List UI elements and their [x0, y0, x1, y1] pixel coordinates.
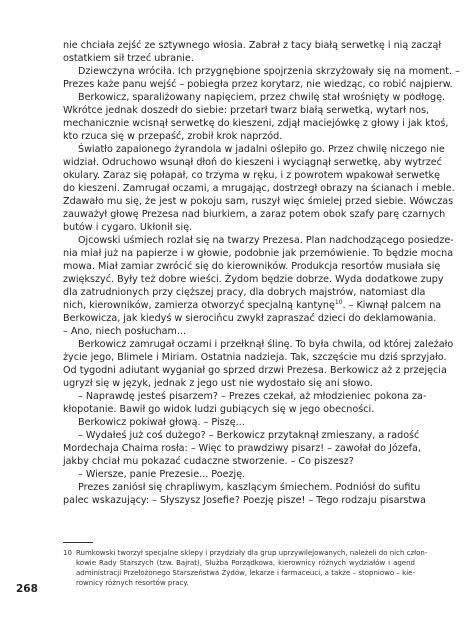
text-line: Berkowicz zamrugał oczami i przełknął ślinę. To była chwila, od której zależało: [78, 339, 454, 350]
text-line: – Wydałeś już coś dużego? – Berkowicz przytaknął zmieszany, a radość: [78, 430, 420, 441]
footnote-line: kowie Rady Starszych (tzw. Bajrat), Służba Porządkowa, kierownicy różnych wydziałów i agend: [76, 559, 415, 567]
text-line-with-note: [63, 300, 441, 312]
text-line: nie chciała zejść ze sztywnego włosia. Zabrał z tacy białą serwetkę i nią zaczął: [63, 40, 442, 51]
text-line: Berkowicz, sparaliżowany napięciem, przez chwilę stał wrośnięty w podłogę.: [78, 92, 446, 103]
footnote-ref[interactable]: 10: [334, 298, 343, 306]
text-line: – Ano, niech posłucham...: [63, 326, 187, 337]
text-line: nia miał już na papierze i w głowie, podobnie jak przemówienie. To będzie mocna: [63, 248, 454, 259]
footnote-line: administracji Przełożonego Starszeństwa Żydów, lekarze i farmaceuci, a także – stopniowo – kie-: [76, 569, 415, 577]
text-line: dla zatrudnionych przy cięższej pracy, dla dobrych majstrów, natomiast dla: [63, 287, 426, 298]
footnote-divider: [63, 542, 93, 543]
page-number: 268: [16, 583, 38, 595]
text-line: butów i cygaro. Ukłonił się.: [63, 222, 193, 233]
text-line: ostatkiem sił trzeć ubranie.: [63, 53, 194, 64]
text-line: Od tygodni adiutant wyganiał go sprzed drzwi Prezesa. Berkowicz aż z przejęcia: [63, 365, 447, 376]
text-line: życie jego, Blimele i Miriam. Ostatnia nadzieja. Tak, szczęście mu dziś sprzyjało.: [63, 352, 447, 363]
text-line: Dziewczyna wróciła. Ich przygnębione spojrzenia skrzyżowały się na moment. –: [78, 66, 460, 77]
text-line: Prezes zaniósł się chrapliwym, kaszlącym śmiechem. Podniósł do sufitu: [78, 482, 421, 493]
text-line: mowa. Miał zamiar zwrócić się do kierowników. Produkcja resortów musiała się: [63, 261, 441, 272]
text-line: Mordechaja Chaima rosła: – Więc to prawdziwy pisarz! – zawołał do Józefa,: [63, 443, 421, 454]
text-line: Berkowicza, jak kiedyś w sierocińcu zwykł zapraszać dzieci do deklamowania.: [63, 313, 437, 324]
text-line: Światło zapalonego żyrandola w jadalni oślepiło go. Przez chwilę niczego nie: [78, 144, 445, 155]
text-line: kto rzuca się w przepaść, zrobił krok naprzód.: [63, 131, 283, 142]
text-line: okulary. Zaraz się połapał, co trzyma w ręku, i z powrotem wpakował serwetkę: [63, 170, 440, 181]
text-line: – Naprawdę jesteś pisarzem? – Prezes czekał, aż młodzieniec pokona za-: [78, 391, 427, 402]
text-line: palec wskazujący: – Słyszysz Josefie? Poezję pisze! – Tego rodzaju pisarstwa: [63, 495, 426, 506]
text-line: Prezes każe panu wejść – pobiegła przez korytarz, nie wiedząc, co robić najpierw.: [63, 79, 453, 90]
text-line: zauważył głowę Prezesa nad biurkiem, a zaraz potem obok szafy parę czarnych: [63, 209, 446, 220]
footnote-number: 10: [63, 549, 72, 557]
footnote-line: Rumkowski tworzył specjalne sklepy i przydziały dla grup uprzywilejowanych, należeli do nich człon-: [76, 549, 428, 557]
text-line: nich, kierowników, zamierza otworzyć specjalną kantynę: [63, 300, 335, 311]
text-line: mechanicznie wcisnął serwetkę do kieszeni, zdjął maciejówkę z głowy i jak ktoś,: [63, 118, 449, 129]
text-line: – Wiersze, panie Prezesie... Poezję.: [78, 469, 246, 480]
footnote-line: rownicy różnych resortów pracy.: [76, 579, 189, 587]
text-line: ugryzł się w język, jednak z jego ust nie wydostało się ani słowo.: [63, 378, 373, 389]
text-line: Zdawało mu się, że jest w pokoju sam, ruszył więc śmielej przed siebie. Wówczas: [63, 196, 454, 207]
text-line: Berkowicz pokiwał głową. – Piszę...: [78, 417, 245, 428]
text-line: do kieszeni. Zamrugał oczami, a mrugając, dostrzegł obrazy na ścianach i meble.: [63, 183, 455, 194]
text-line: jakby chciał mu pokazać cudaczne stworzenie. – Co piszesz?: [63, 456, 354, 467]
text-line: widział. Odruchowo wsunął dłoń do kieszeni i wyciągnął serwetkę, aby wytrzeć: [63, 157, 442, 168]
text-line: Wkrótce jednak doszedł do siebie: przetarł twarz białą serwetką, wytarł nos,: [63, 105, 430, 116]
text-line: Ojcowski uśmiech rozlał się na twarzy Prezesa. Plan nadchodzącego posiedze-: [78, 235, 454, 246]
text-line: zwiększyć. Były też dobre wieści. Żydom będzie dobrze. Wyda dodatkowe zupy: [63, 274, 444, 285]
text-line: kłopotanie. Bawił go widok ludzi gubiących się w jego obecności.: [63, 404, 375, 415]
text-line-tail: . – Kiwnął palcem na: [342, 300, 442, 311]
